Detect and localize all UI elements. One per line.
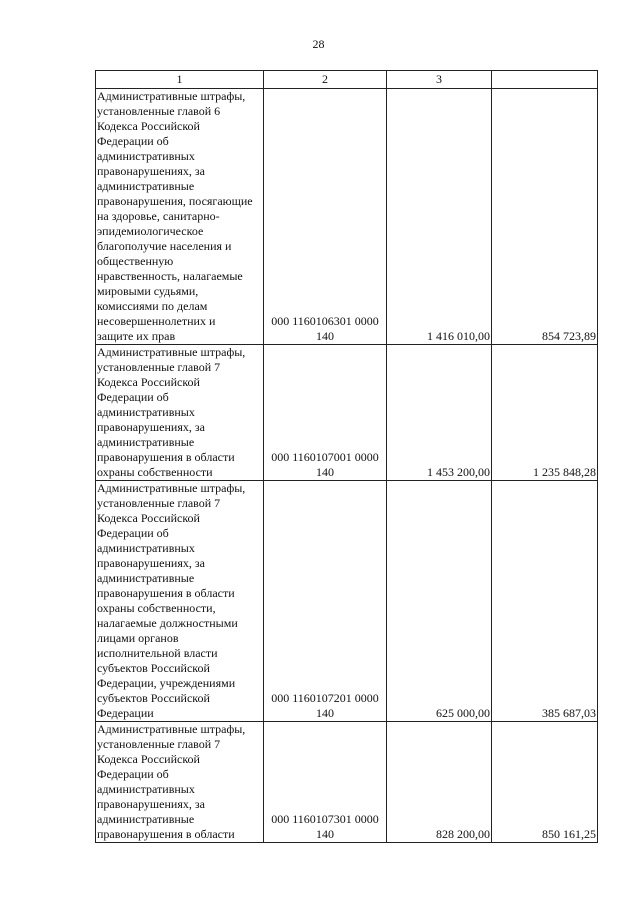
row-code-cell: 000 1160106301 0000 140 <box>264 89 387 345</box>
row-code-cell: 000 1160107301 0000 140 <box>264 722 387 843</box>
row-plan-cell: 828 200,00 <box>387 722 492 843</box>
row-plan-cell: 1 416 010,00 <box>387 89 492 345</box>
table-row <box>96 722 598 843</box>
row-fact-cell: 854 723,89 <box>492 89 598 345</box>
row-name-cell: Административные штрафы, установленные главой 7 Кодекса Российской Федерации об административных правонарушениях, за административные правонарушения в области <box>96 722 264 843</box>
row-plan-cell: 625 000,00 <box>387 481 492 722</box>
row-name-cell: Административные штрафы, установленные главой 6 Кодекса Российской Федерации об административных правонарушениях, за административные правонарушения, посягающие на здоровье, санитарно- эпидемиологическое благополучие населения и общественную нравственность, налагаемые мировыми судьями, комиссиями по делам несовершеннолетних и защите их прав <box>96 89 264 345</box>
table-row <box>96 481 598 722</box>
row-name-cell: Административные штрафы, установленные главой 7 Кодекса Российской Федерации об административных правонарушениях, за административные правонарушения в области охраны собственности, налагаемые должностными лицами органов исполнительной власти субъектов Российской Федерации, учреждениями субъектов Российской Федерации <box>96 481 264 722</box>
header-col-1: 1 <box>96 71 264 89</box>
row-code-cell: 000 1160107001 0000 140 <box>264 345 387 481</box>
row-fact-cell: 850 161,25 <box>492 722 598 843</box>
row-name-cell: Административные штрафы, установленные главой 7 Кодекса Российской Федерации об административных правонарушениях, за административные правонарушения в области охраны собственности <box>96 345 264 481</box>
table-header-row <box>96 71 598 89</box>
header-col-3: 3 <box>387 71 492 89</box>
header-col-4 <box>492 71 598 89</box>
page-number: 28 <box>312 37 325 51</box>
table-row <box>96 345 598 481</box>
table-row <box>96 89 598 345</box>
row-fact-cell: 385 687,03 <box>492 481 598 722</box>
row-code-cell: 000 1160107201 0000 140 <box>264 481 387 722</box>
budget-table <box>95 70 598 843</box>
header-col-2: 2 <box>264 71 387 89</box>
row-fact-cell: 1 235 848,28 <box>492 345 598 481</box>
row-plan-cell: 1 453 200,00 <box>387 345 492 481</box>
